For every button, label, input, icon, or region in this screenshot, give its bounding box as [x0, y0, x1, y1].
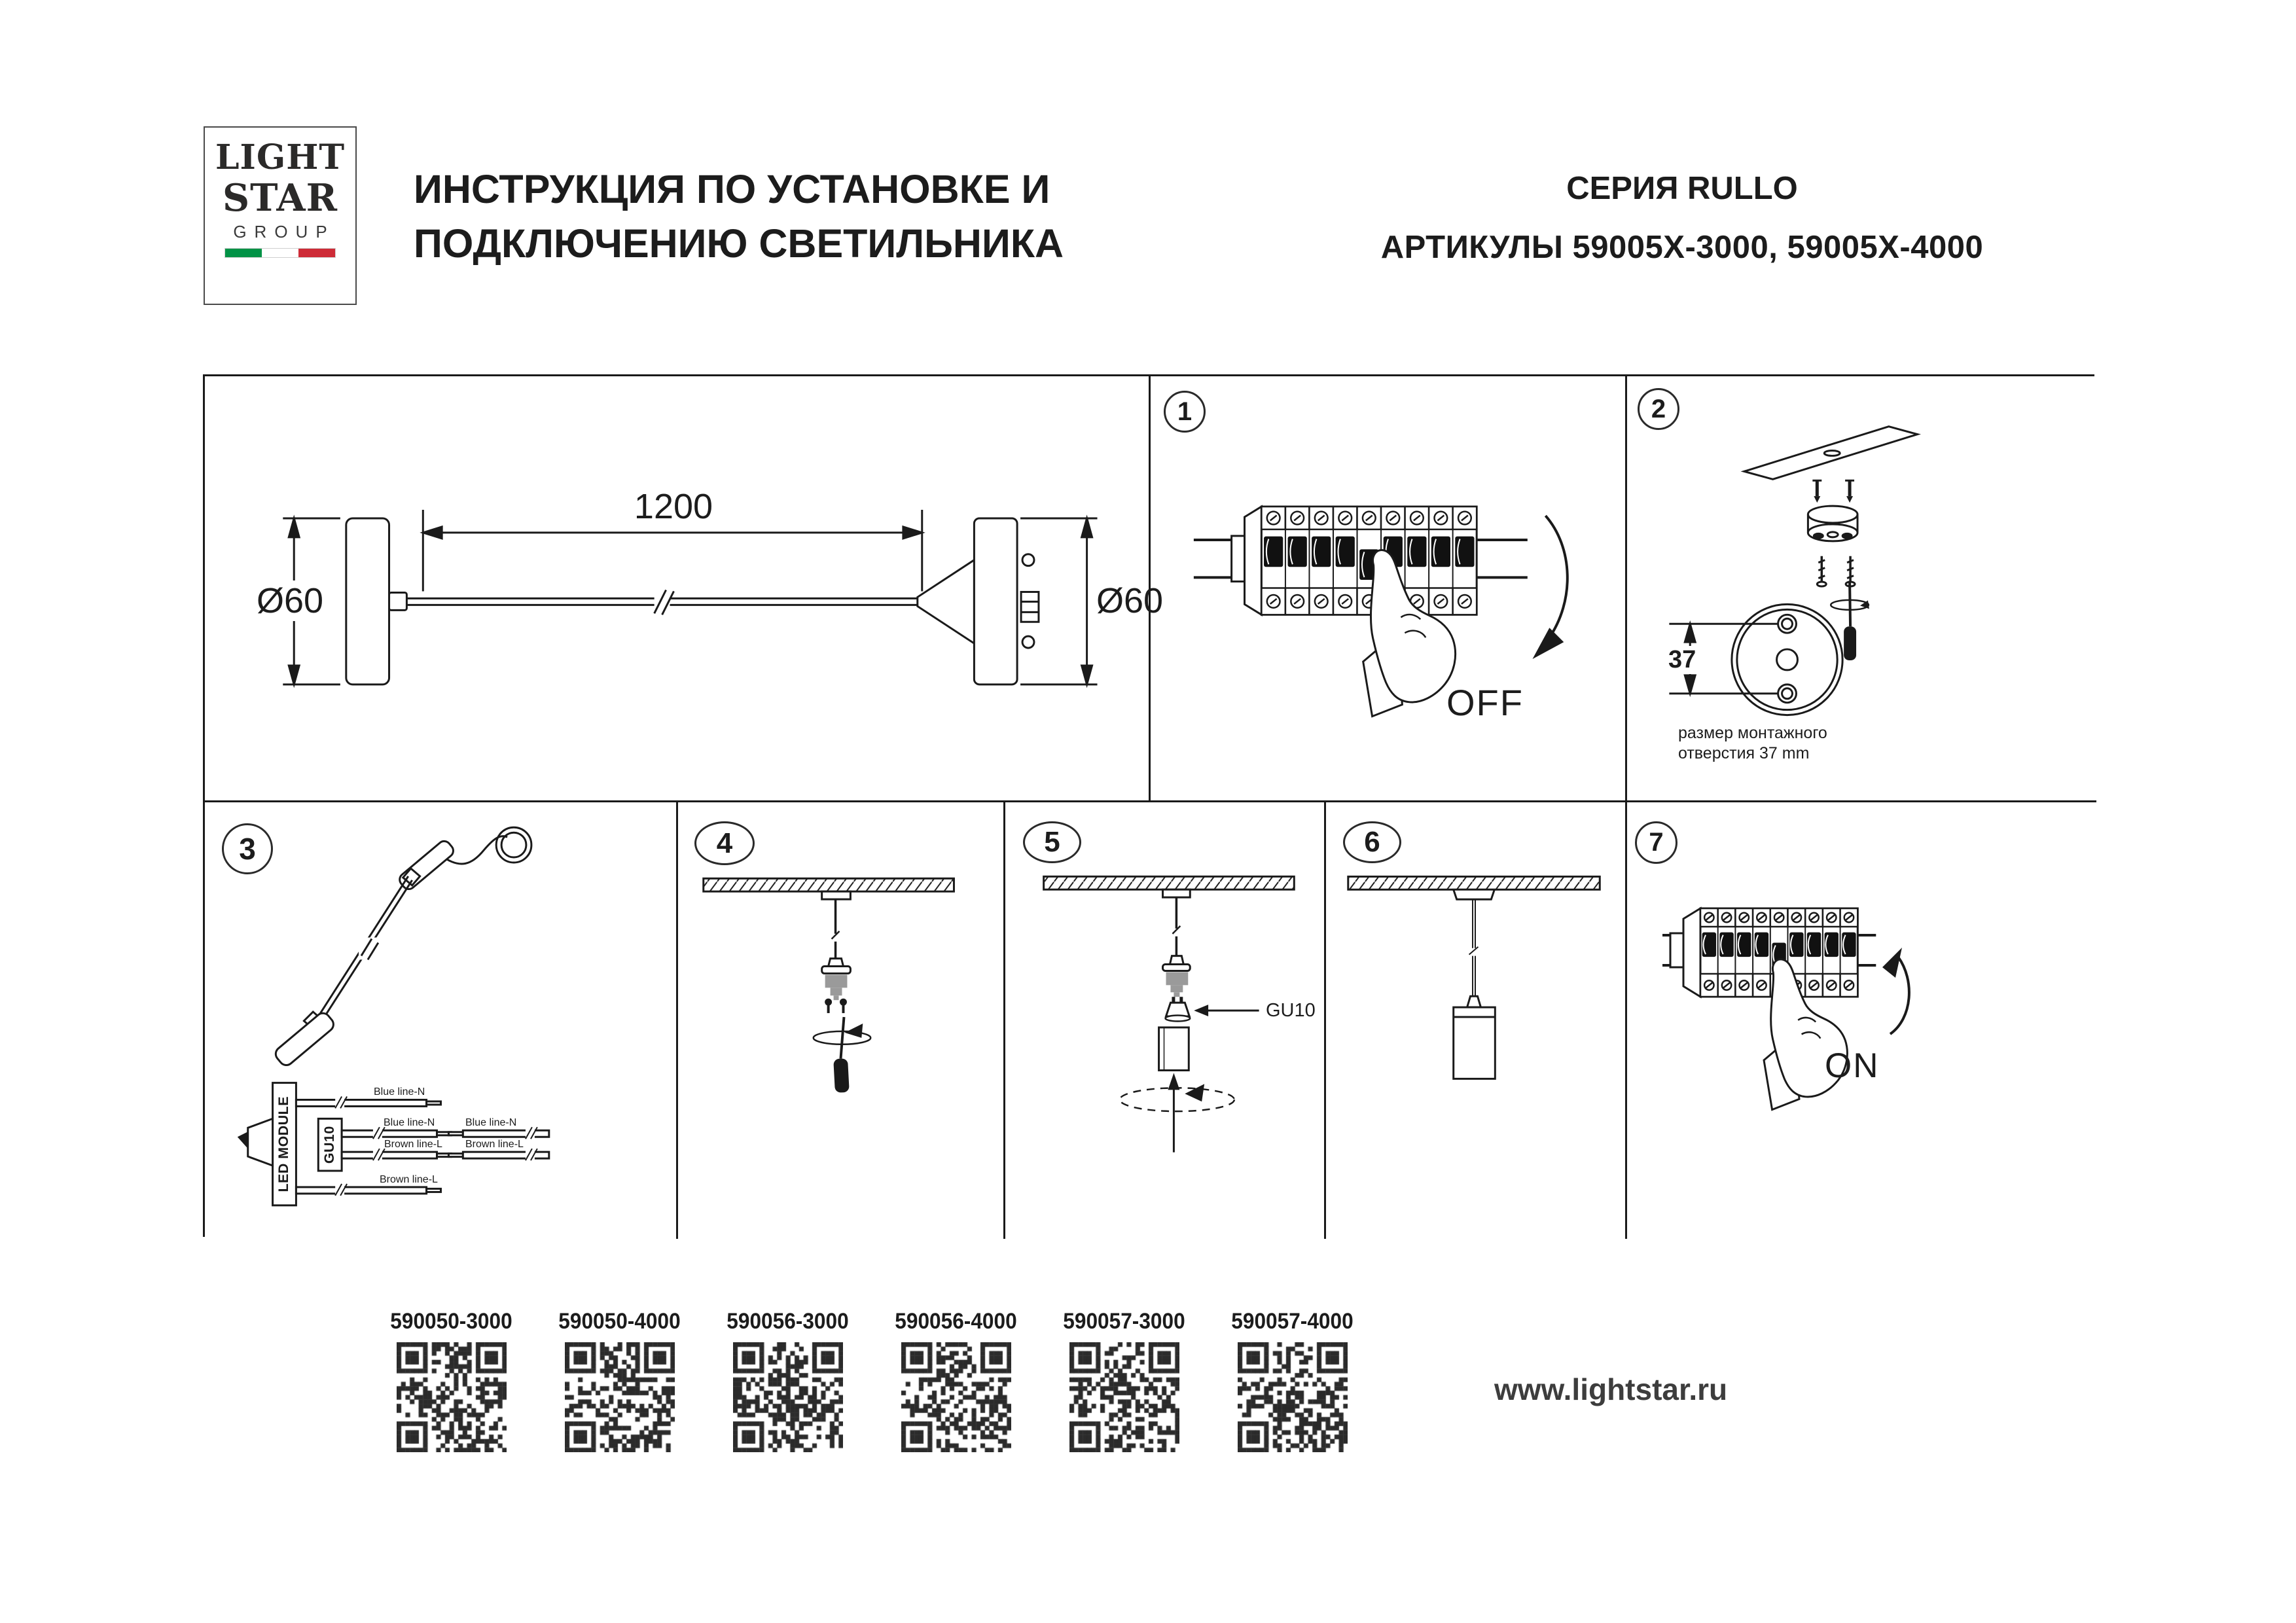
qr-item — [535, 1309, 704, 1455]
qr-item — [367, 1309, 535, 1455]
hole-dimension: 37 — [1666, 646, 1698, 674]
qr-article-label: 590050-3000 — [390, 1309, 512, 1334]
wiring-illustration — [205, 802, 676, 1239]
qr-item — [1208, 1309, 1376, 1455]
product-header — [1283, 170, 2081, 266]
lamp-socket — [1166, 972, 1188, 997]
caption-line2: отверстия 37 mm — [1678, 744, 1810, 762]
logo-word-light: LIGHT — [215, 137, 346, 177]
assembled-pendant-illustration — [1326, 802, 1625, 1239]
caption-line1: размер монтажного — [1678, 724, 1827, 742]
wire-label: Blue line-N — [374, 1086, 425, 1097]
on-label: ON — [1825, 1046, 1880, 1085]
qr-article-label: 590050-4000 — [558, 1309, 681, 1334]
panel-step6 — [1326, 802, 1627, 1239]
qr-code — [901, 1342, 1011, 1452]
diameter-dimension-left: Ø60 — [253, 580, 327, 621]
ceiling-plate — [1744, 427, 1918, 480]
circuit-breaker-drawing — [1194, 507, 1528, 615]
page-title-line1: ИНСТРУКЦИЯ ПО УСТАНОВКЕ И — [414, 167, 1050, 211]
logo-word-star: STAR — [222, 176, 338, 220]
italy-flag-icon — [224, 248, 336, 258]
qr-article-label: 590056-3000 — [726, 1309, 849, 1334]
website-url: www.lightstar.ru — [1494, 1372, 1728, 1406]
gu10-bulb-drawing — [1165, 997, 1190, 1021]
off-arrow-icon — [1532, 516, 1567, 659]
page-title-line2: ПОДКЛЮЧЕНИЮ СВЕТИЛЬНИКА — [414, 221, 1064, 266]
panel-step4 — [678, 802, 1005, 1239]
qr-code — [1238, 1342, 1348, 1452]
pendant-drawing — [273, 827, 531, 1068]
page-title — [414, 162, 1064, 271]
qr-code — [1069, 1342, 1179, 1452]
ceiling — [1044, 876, 1295, 889]
qr-code — [733, 1342, 843, 1452]
rotate-insert-arrows — [1120, 1073, 1234, 1152]
lightstar-logo — [204, 126, 357, 305]
step-number-badge: 1 — [1164, 391, 1206, 433]
qr-article-label: 590057-3000 — [1063, 1309, 1185, 1334]
hole-size-caption — [1678, 723, 1827, 764]
step-number-badge: 6 — [1343, 821, 1401, 863]
step-number-badge: 3 — [222, 823, 273, 874]
qr-item — [704, 1309, 872, 1455]
panel-dimensions — [205, 376, 1164, 802]
wire-label: Brown line-L — [380, 1174, 438, 1185]
wire-label: Blue line-N — [465, 1117, 517, 1128]
step-number-badge: 2 — [1638, 388, 1679, 430]
gu10-socket-label: GU10 — [321, 1126, 337, 1164]
diameter-dimension-right: Ø60 — [1096, 581, 1164, 620]
instruction-grid — [203, 374, 2094, 1237]
screwdriver-icon — [814, 1017, 870, 1093]
led-module-label: LED MODULE — [276, 1096, 292, 1192]
qr-code — [397, 1342, 507, 1452]
panel-step3 — [205, 802, 678, 1239]
panel-step7 — [1627, 802, 2096, 1239]
wire-label: Brown line-L — [384, 1139, 442, 1150]
article-numbers: АРТИКУЛЫ 59005X-3000, 59005X-4000 — [1380, 230, 1984, 265]
on-arrow-icon — [1882, 948, 1909, 1034]
series-name: СЕРИЯ RULLO — [1566, 171, 1798, 206]
step-number-badge: 5 — [1023, 821, 1081, 863]
lamp-socket — [825, 974, 848, 1000]
circuit-breaker-drawing — [1662, 908, 1876, 997]
breaker-on-illustration — [1627, 802, 2096, 1239]
ceiling — [1348, 876, 1600, 889]
panel-step2 — [1627, 376, 2096, 802]
step-number-badge: 7 — [1635, 821, 1677, 864]
step-number-badge: 4 — [694, 821, 755, 865]
panel-step5 — [1005, 802, 1326, 1239]
gu10-pointer-arrow — [1194, 1005, 1259, 1016]
wire-label: Brown line-L — [465, 1139, 524, 1150]
qr-article-label: 590057-4000 — [1231, 1309, 1354, 1334]
logo-word-group: GROUP — [233, 222, 335, 241]
qr-article-label: 590056-4000 — [895, 1309, 1017, 1334]
lamp-dimension-drawing — [205, 376, 1149, 800]
wire-label: Blue line-N — [384, 1117, 435, 1128]
shade-drawing — [1159, 1027, 1189, 1071]
panel-step1 — [1151, 376, 1627, 802]
length-dimension: 1200 — [630, 486, 717, 527]
qr-item — [1040, 1309, 1208, 1455]
breaker-off-illustration — [1151, 376, 1625, 800]
socket-mounting-illustration — [678, 802, 1003, 1239]
ceiling — [704, 878, 954, 891]
off-label: OFF — [1446, 682, 1524, 723]
qr-item — [872, 1309, 1040, 1455]
gu10-label: GU10 — [1266, 1000, 1316, 1021]
qr-code — [565, 1342, 675, 1452]
